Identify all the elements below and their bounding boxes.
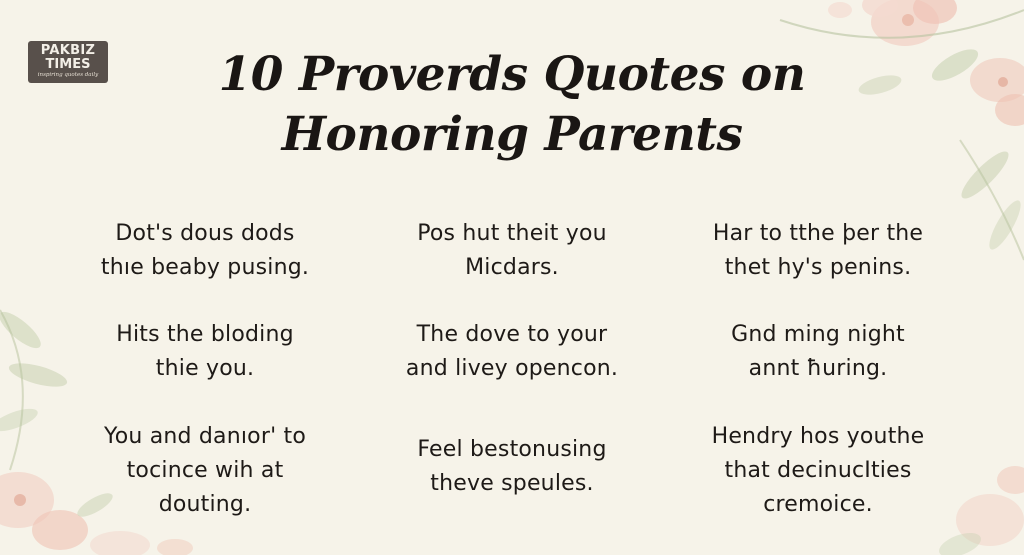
pakbiz-times-logo xyxy=(28,41,108,83)
quote-line: tocince wih at xyxy=(126,458,284,483)
quote-item-1 xyxy=(55,217,355,285)
quote-line: douting. xyxy=(158,492,252,517)
page-title xyxy=(150,45,874,165)
quote-line: Har to tthe þer the xyxy=(712,221,924,246)
quote-line: cremoice. xyxy=(763,492,873,517)
quote-item-4 xyxy=(55,318,355,386)
quote-line: thıe beaby pusing. xyxy=(100,255,310,280)
logo-tagline: inspiring quotes daily xyxy=(37,72,99,78)
logo-line-1: PAKBIZ xyxy=(40,43,96,58)
quote-line: thie you. xyxy=(155,356,255,381)
quote-line: You and danıor' to xyxy=(103,424,307,449)
logo-line-2: TIMES xyxy=(45,57,91,72)
quote-line: Pos hut theit you xyxy=(417,221,607,246)
quote-line: that decinucIties xyxy=(724,458,912,483)
quote-line: The dove to your xyxy=(416,322,608,347)
quote-item-9 xyxy=(668,420,968,522)
quote-line: thet hy's penins. xyxy=(724,255,912,280)
quote-line: Feel bestonusing xyxy=(417,437,607,462)
quote-item-5 xyxy=(362,318,662,386)
title-line-1: 10 Proverds Quotes on xyxy=(218,47,806,102)
quote-line: Hendry hos youthe xyxy=(711,424,925,449)
quote-item-3 xyxy=(668,217,968,285)
quote-item-7 xyxy=(55,420,355,522)
quote-line: Micdars. xyxy=(465,255,559,280)
quote-line: annt ħuring. xyxy=(748,356,888,381)
quote-line: Dot's dous dods xyxy=(115,221,295,246)
quote-item-8 xyxy=(362,433,662,501)
quote-line: Gnd ming night xyxy=(731,322,905,347)
quote-item-6 xyxy=(668,318,968,386)
quote-line: and livey opencon. xyxy=(405,356,619,381)
quote-item-2 xyxy=(362,217,662,285)
title-line-2: Honoring Parents xyxy=(281,107,743,162)
quote-line: Hits the bloding xyxy=(116,322,294,347)
quote-line: theve speules. xyxy=(430,471,594,496)
